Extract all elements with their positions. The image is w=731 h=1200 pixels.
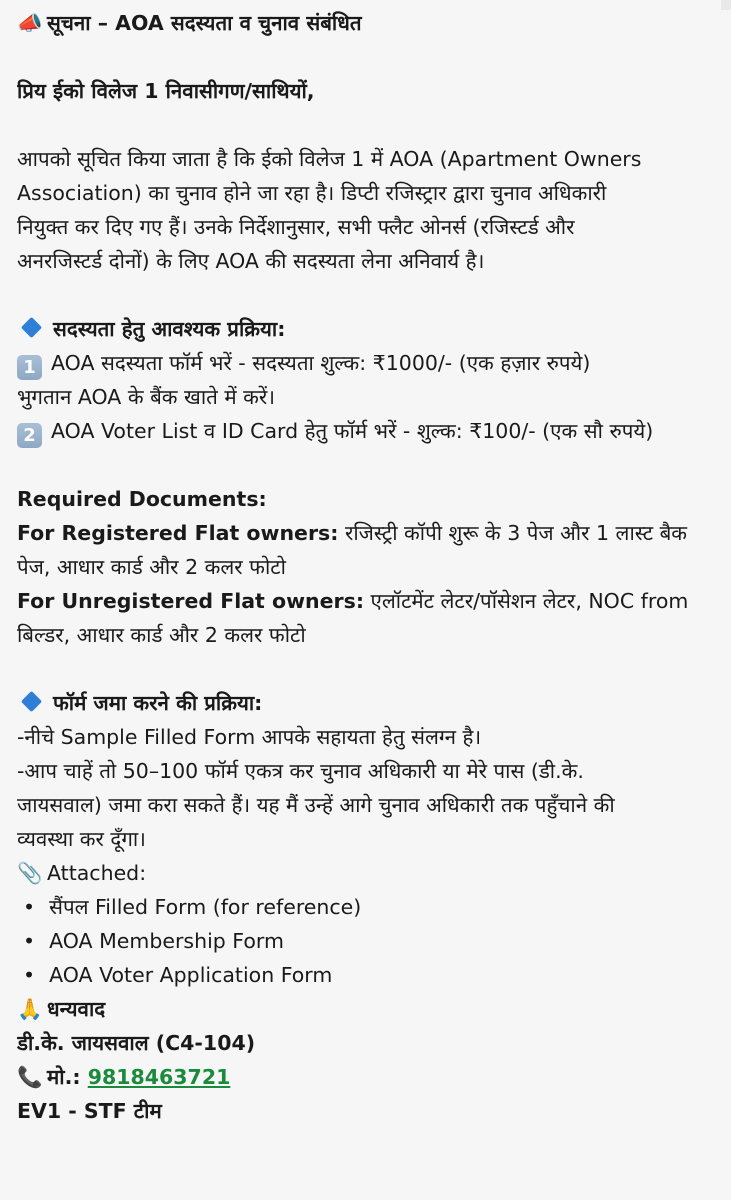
submission-line: व्यवस्था कर दूँगा। [17,827,146,851]
step-1-text-cont: भुगतान AOA के बैंक खाते में करें। [17,385,275,409]
attachments-label: Attached: [47,861,147,885]
sender-name: डी.के. जायसवाल (C4-104) [17,1031,256,1055]
keycap-one-icon: 1 [17,355,42,380]
intro-line: आपको सूचित किया जाता है कि ईको विलेज 1 में AOA (Apartment Owners [17,147,642,171]
unregistered-docs [17,584,715,618]
submission-heading-row [17,686,715,720]
attachment-item: • AOA Membership Form [17,924,715,958]
unregistered-text-cont: बिल्डर, आधार कार्ड और 2 कलर फोटो [17,623,306,647]
registered-label: For Registered Flat owners: [17,521,339,545]
submission-line: जायसवाल) जमा करा सकते हैं। यह मैं उन्हें आगे चुनाव अधिकारी तक पहुँचाने की [17,793,615,817]
attachments-heading [17,856,715,890]
folded-hands-icon: 🙏 [17,997,43,1021]
notice-title: सूचना – AOA सदस्यता व चुनाव संबंधित [47,11,362,35]
thanks-text: धन्यवाद [47,997,106,1021]
greeting: प्रिय ईको विलेज 1 निवासीगण/साथियों, [17,79,315,103]
corner-mark [721,0,731,10]
blue-diamond-icon [21,317,42,338]
submission-line: -नीचे Sample Filled Form आपके सहायता हेतु संलग्न है। [17,725,482,749]
notice-header [17,6,715,40]
blue-diamond-icon [21,691,42,712]
submission-heading: फॉर्म जमा करने की प्रक्रिया: [53,691,263,715]
membership-step-2 [17,414,715,448]
team-signature: EV1 - STF टीम [17,1099,162,1123]
registered-text: रजिस्ट्री कॉपी शुरू के 3 पेज और 1 लास्ट बैक [338,521,688,545]
attachment-item: • AOA Voter Application Form [17,958,715,992]
paperclip-icon: 📎 [17,861,43,885]
phone-number-link[interactable]: 9818463721 [87,1065,231,1089]
megaphone-icon: 📣 [17,11,43,35]
membership-step-1 [17,346,715,380]
keycap-two-icon: 2 [17,423,42,448]
telephone-icon: 📞 [17,1065,43,1089]
phone-row [17,1060,715,1094]
registered-docs [17,516,715,550]
registered-text-cont: पेज, आधार कार्ड और 2 कलर फोटो [17,555,286,579]
unregistered-label: For Unregistered Flat owners: [17,589,365,613]
unregistered-text: एलॉटमेंट लेटर/पॉसेशन लेटर, NOC from [364,589,689,613]
intro-line: Association) का चुनाव होने जा रहा है। डिप्टी रजिस्ट्रार द्वारा चुनाव अधिकारी [17,181,607,205]
phone-label: मो.: [47,1065,81,1089]
submission-line: -आप चाहें तो 50–100 फॉर्म एकत्र कर चुनाव अधिकारी या मेरे पास (डी.के. [17,759,584,783]
step-1-text: AOA सदस्यता फॉर्म भरें - सदस्यता शुल्क: ₹1000/- (एक हज़ार रुपये) [51,351,591,375]
intro-line: अनरजिस्टर्ड दोनों) के लिए AOA की सदस्यता लेना अनिवार्य है। [17,249,485,273]
attachment-item: • सैंपल Filled Form (for reference) [17,890,715,924]
membership-heading-row [17,312,715,346]
documents-heading: Required Documents: [17,487,267,511]
step-2-text: AOA Voter List व ID Card हेतु फॉर्म भरें - शुल्क: ₹100/- (एक सौ रुपये) [51,419,654,443]
intro-line: नियुक्त कर दिए गए हैं। उनके निर्देशानुसार, सभी फ्लैट ओनर्स (रजिस्टर्ड और [17,215,575,239]
membership-heading: सदस्यता हेतु आवश्यक प्रक्रिया: [53,317,286,341]
thanks-row [17,992,715,1026]
